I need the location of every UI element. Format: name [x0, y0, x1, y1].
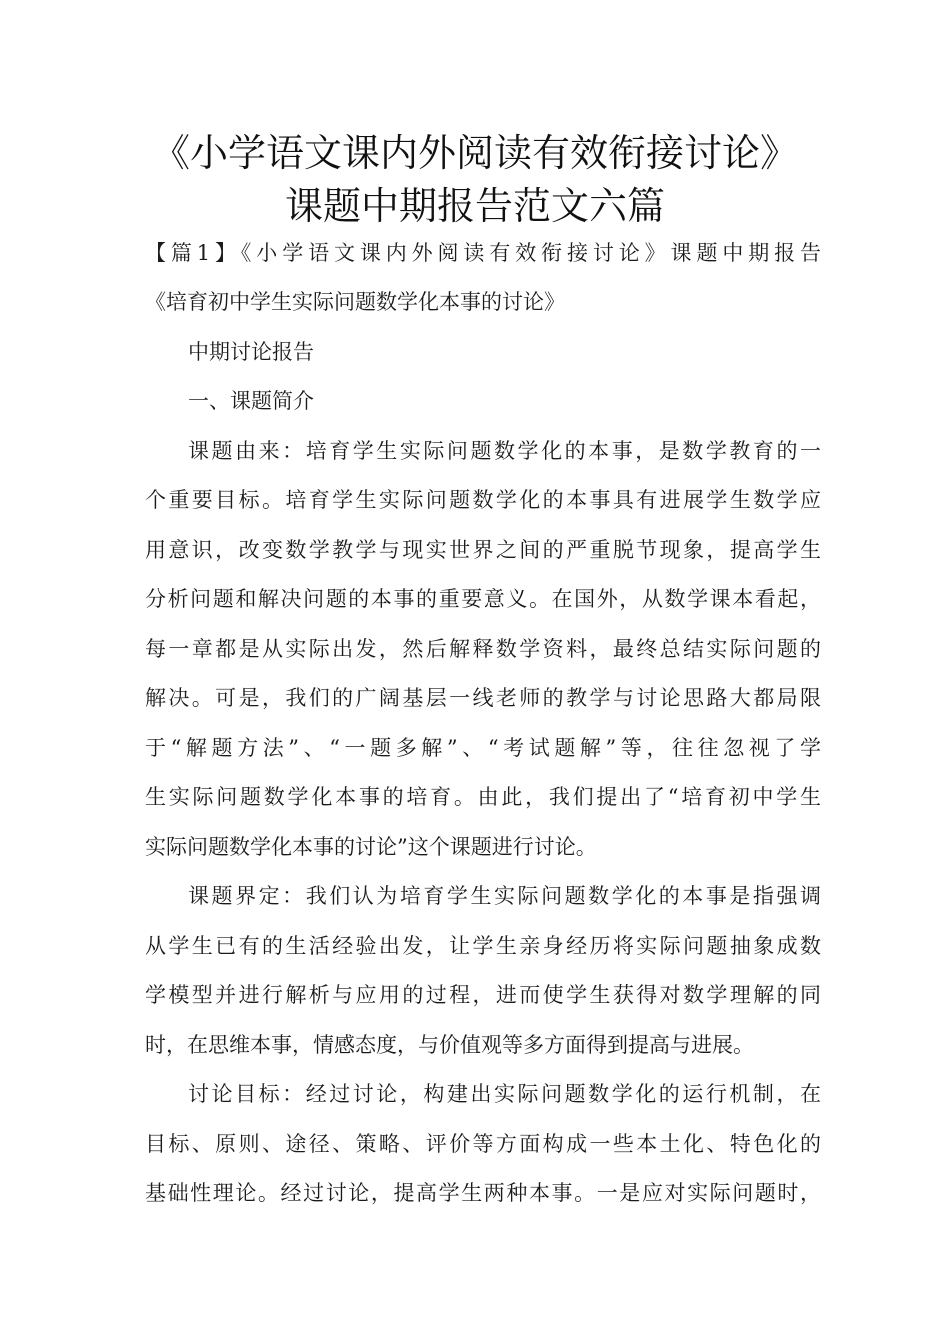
paragraph-line: 生实际问题数学化本事的培育。由此，我们提出了“培育初中学生	[145, 785, 821, 809]
paragraph-line: 于“解题方法”、“一题多解”、“考试题解”等，往往忽视了学	[145, 736, 821, 760]
paragraph-line: 每一章都是从实际出发，然后解释数学资料，最终总结实际问题的	[145, 637, 821, 661]
paragraph-line: 解决。可是，我们的广阔基层一线老师的教学与讨论思路大都局限	[145, 686, 821, 710]
paragraph-line: 学模型并进行解析与应用的过程，进而使学生获得对数学理解的同	[145, 983, 821, 1007]
paragraph-line: 讨论目标：经过讨论，构建出实际问题数学化的运行机制，在	[188, 1082, 821, 1106]
article-header-line: 【篇1】《小学语文课内外阅读有效衔接讨论》课题中期报告	[145, 241, 821, 265]
section-heading-1: 一、课题简介	[188, 389, 314, 413]
article-subtitle: 《培育初中学生实际问题数学化本事的讨论》	[145, 290, 565, 314]
paragraph-line: 从学生已有的生活经验出发，让学生亲身经历将实际问题抽象成数	[145, 934, 821, 958]
document-title-line-2: 课题中期报告范文六篇	[284, 184, 665, 228]
paragraph-line: 基础性理论。经过讨论，提高学生两种本事。一是应对实际问题时，	[145, 1181, 821, 1205]
report-label: 中期讨论报告	[188, 340, 314, 364]
paragraph-line: 个重要目标。培育学生实际问题数学化的本事具有进展学生数学应	[145, 488, 821, 512]
paragraph-line: 课题界定：我们认为培育学生实际问题数学化的本事是指强调	[188, 884, 821, 908]
paragraph-line: 目标、原则、途径、策略、评价等方面构成一些本土化、特色化的	[145, 1132, 821, 1156]
paragraph-line: 实际问题数学化本事的讨论”这个课题进行讨论。	[145, 835, 597, 859]
paragraph-line: 课题由来：培育学生实际问题数学化的本事，是数学教育的一	[188, 439, 821, 463]
paragraph-line: 分析问题和解决问题的本事的重要意义。在国外，从数学课本看起，	[145, 587, 821, 611]
paragraph-line: 时，在思维本事，情感态度，与价值观等多方面得到提高与进展。	[145, 1033, 754, 1057]
paragraph-line: 用意识，改变数学教学与现实世界之间的严重脱节现象，提高学生	[145, 538, 821, 562]
document-title-line-1: 《小学语文课内外阅读有效衔接讨论》	[151, 131, 798, 175]
